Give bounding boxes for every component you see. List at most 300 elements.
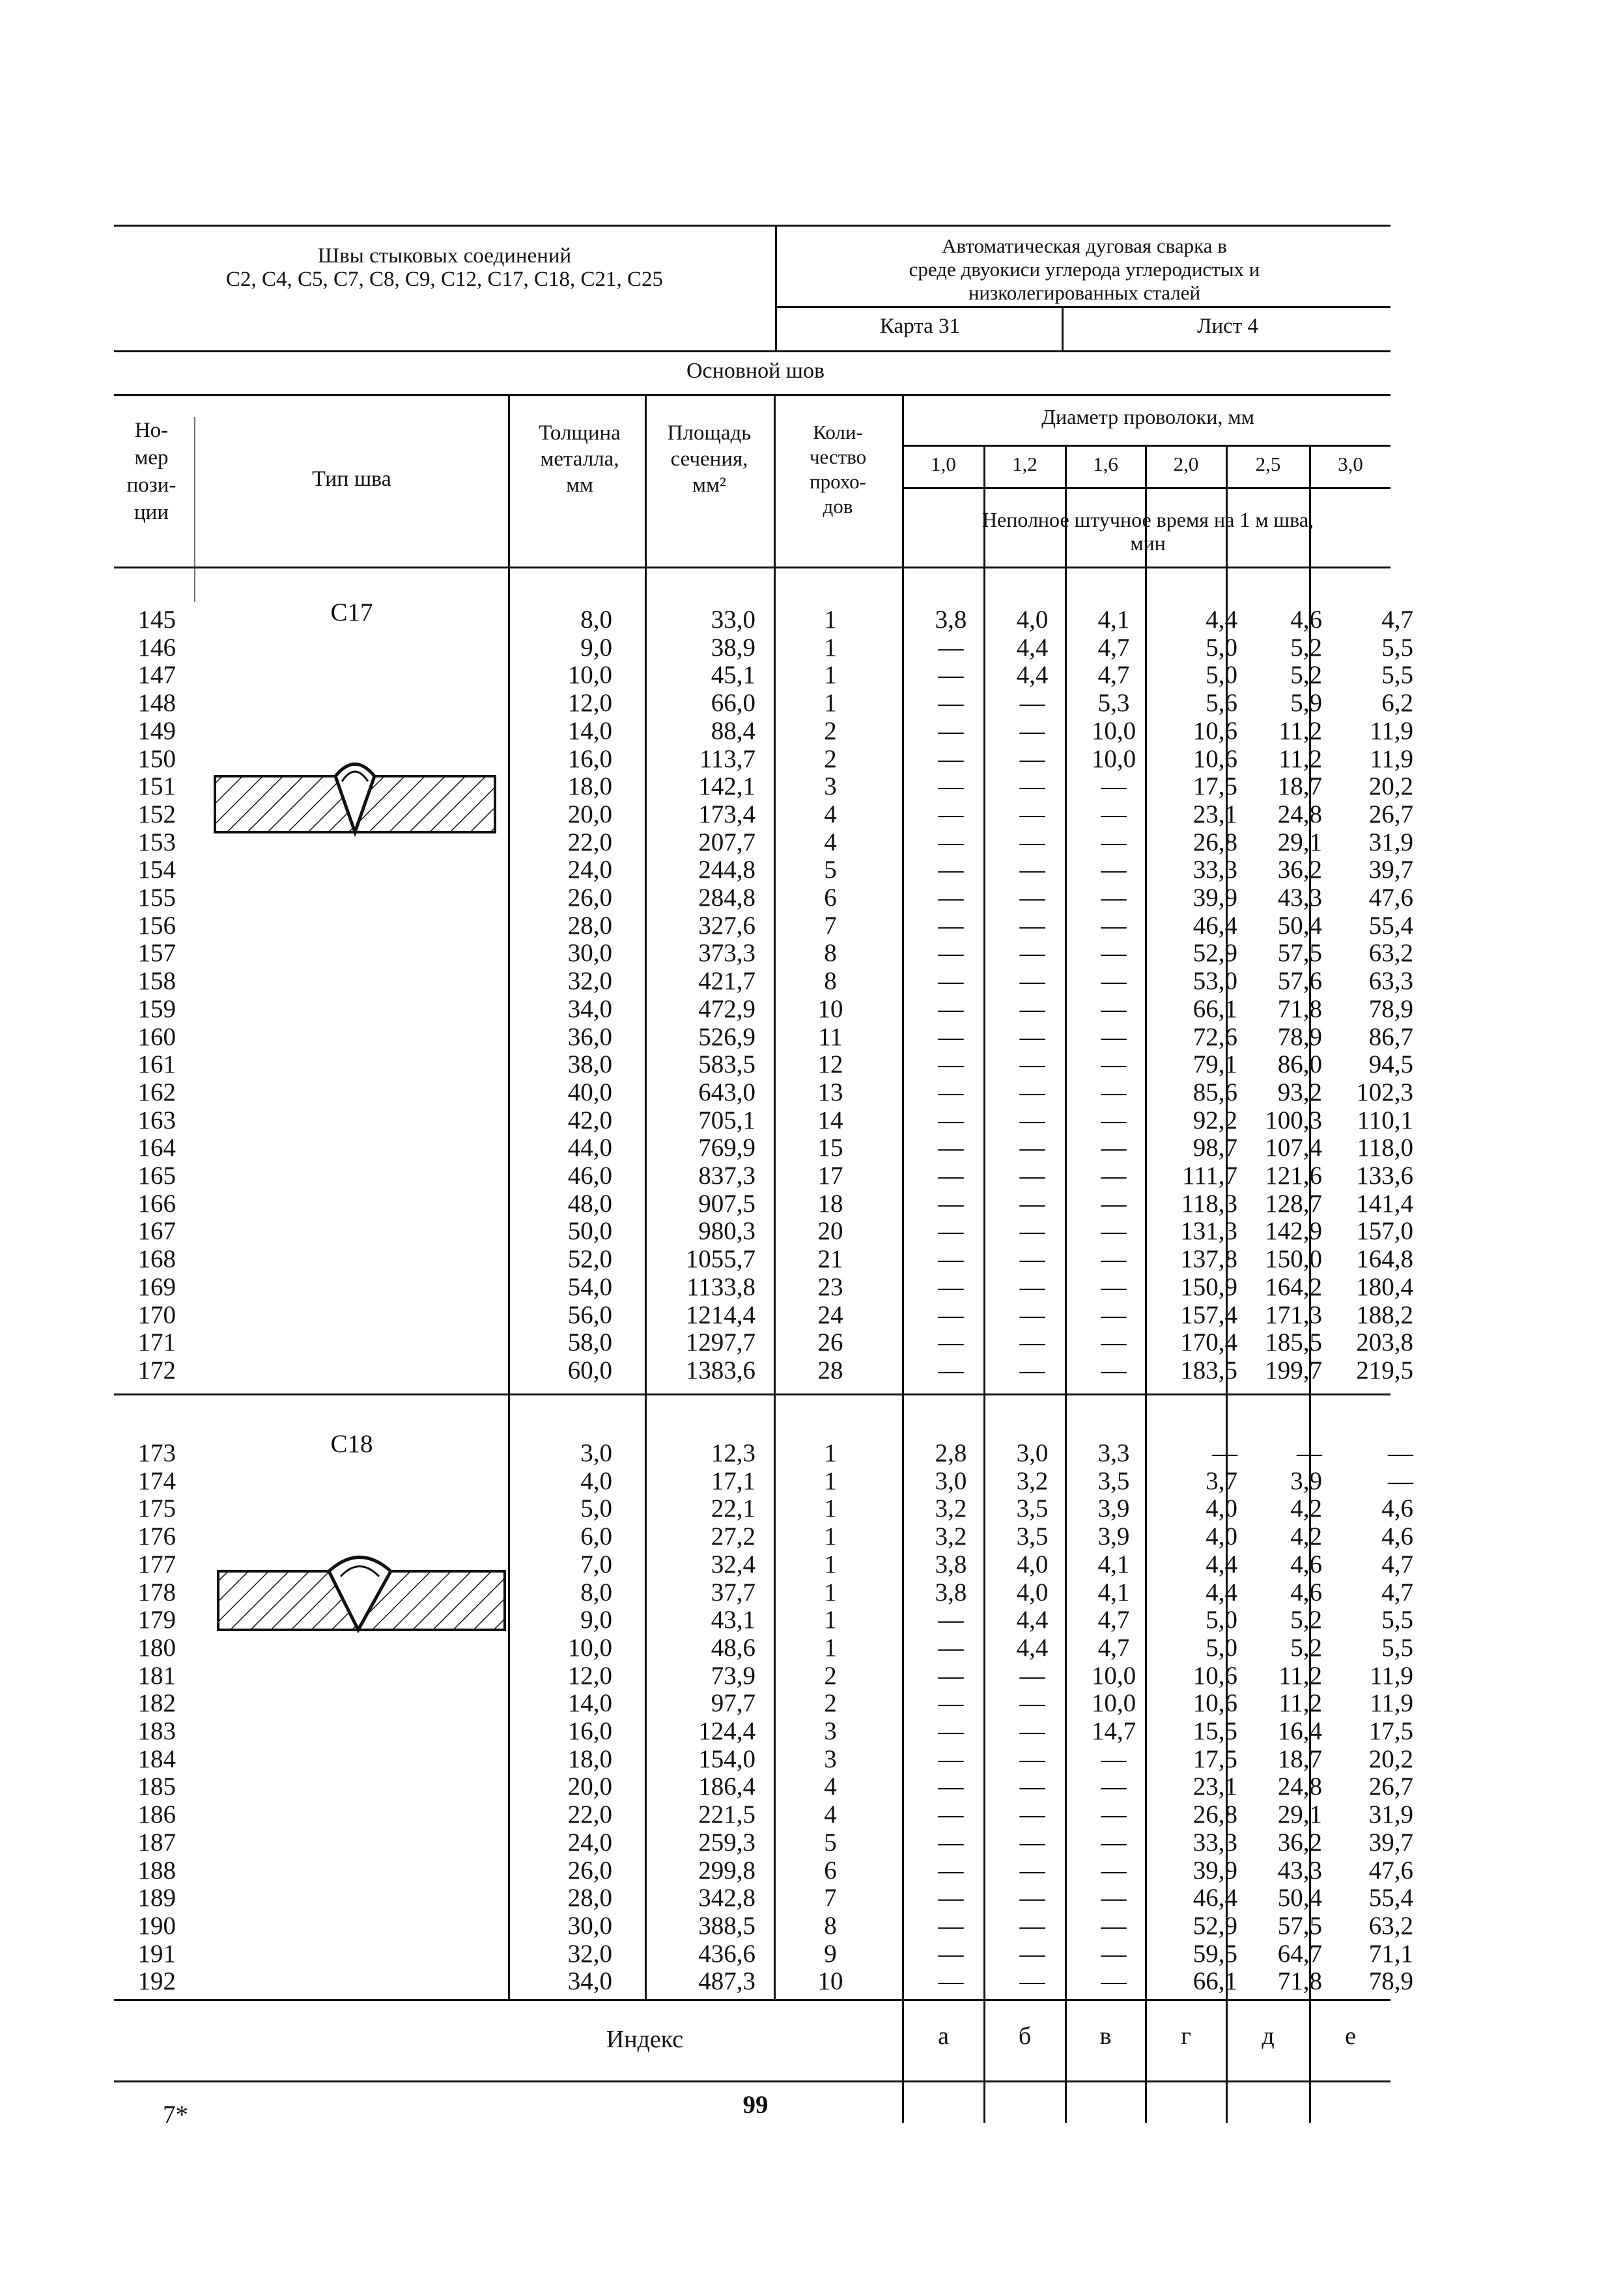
cell-time-d12: — — [1019, 1967, 1045, 1996]
cell-time-d12: 4,4 — [1016, 633, 1049, 662]
cell-time-d10: — — [938, 716, 964, 745]
cell-time-d30: 5,5 — [1381, 661, 1413, 690]
cell-time-d10: — — [938, 1689, 964, 1718]
cell-time-d20: — — [1212, 1439, 1237, 1467]
cell-passes: 1 — [824, 661, 837, 690]
cell-time-d16: — — [1101, 1050, 1127, 1079]
cell-time-d10: 3,8 — [935, 606, 967, 634]
cell-area: 48,6 — [711, 1633, 755, 1662]
cell-time-d30: 20,2 — [1368, 1744, 1413, 1773]
cell-position: 147 — [137, 661, 176, 690]
header-top-rule — [114, 225, 1390, 227]
cell-time-d12: — — [1019, 828, 1045, 856]
card-divider — [1062, 306, 1064, 352]
table-row — [0, 1467, 1623, 1495]
cell-time-d30: 47,6 — [1368, 1856, 1413, 1884]
cell-time-d30: 94,5 — [1368, 1050, 1413, 1079]
cell-time-d25: 43,3 — [1277, 884, 1322, 912]
cell-position: 167 — [137, 1217, 176, 1246]
cell-thickness: 7,0 — [580, 1550, 612, 1578]
table-row — [0, 1800, 1623, 1828]
cell-passes: 8 — [824, 967, 837, 996]
cell-time-d25: 11,2 — [1278, 716, 1322, 745]
cell-time-d30: 5,5 — [1381, 1606, 1413, 1634]
cell-time-d20: 183,5 — [1180, 1356, 1237, 1384]
header-left — [114, 244, 775, 291]
cell-area: 526,9 — [698, 1022, 755, 1051]
cell-time-d10: — — [938, 661, 964, 690]
cell-time-d12: — — [1019, 1328, 1045, 1357]
cell-time-d16: — — [1101, 1911, 1127, 1940]
cell-passes: 1 — [824, 1633, 837, 1662]
cell-time-d25: 36,2 — [1277, 1828, 1322, 1856]
cell-time-d16: 3,3 — [1097, 1439, 1130, 1467]
cell-time-d12: 4,4 — [1016, 1633, 1049, 1662]
cell-time-d12: — — [1019, 884, 1045, 912]
cell-time-d10: — — [938, 1356, 964, 1384]
cell-area: 705,1 — [698, 1106, 755, 1134]
table-row — [0, 828, 1623, 856]
cell-time-d25: 86,0 — [1277, 1050, 1322, 1079]
cell-area: 221,5 — [698, 1800, 755, 1829]
cell-time-d10: — — [938, 1217, 964, 1246]
cell-time-d30: 219,5 — [1356, 1356, 1413, 1384]
cell-passes: 2 — [824, 1661, 837, 1690]
cell-thickness: 5,0 — [580, 1494, 612, 1523]
cell-time-d12: — — [1019, 1245, 1045, 1274]
cell-time-d10: — — [938, 1189, 964, 1218]
cell-thickness: 32,0 — [567, 967, 612, 996]
cell-time-d20: 26,8 — [1193, 828, 1237, 856]
col-diameter-header: Диаметр проволоки, мм — [1041, 405, 1254, 428]
table-row — [0, 1273, 1623, 1301]
cell-area: 388,5 — [698, 1911, 755, 1940]
col-passes-header: Коли- чество прохо- дов — [809, 421, 867, 518]
cell-time-d20: 98,7 — [1193, 1134, 1237, 1162]
cell-thickness: 26,0 — [567, 884, 612, 912]
cell-area: 32,4 — [711, 1550, 755, 1578]
cell-thickness: 56,0 — [567, 1300, 612, 1329]
cell-time-d10: — — [938, 1828, 964, 1856]
table-row — [0, 1772, 1623, 1800]
cell-area: 643,0 — [698, 1078, 755, 1106]
cell-time-d25: 71,8 — [1277, 994, 1322, 1023]
cell-time-d16: — — [1101, 1828, 1127, 1856]
cell-position: 165 — [137, 1162, 176, 1190]
cell-passes: 13 — [817, 1078, 843, 1106]
cell-time-d16: — — [1101, 1856, 1127, 1884]
cell-passes: 3 — [824, 1717, 837, 1745]
cell-time-d25: 5,9 — [1290, 689, 1322, 718]
cell-position: 151 — [137, 772, 176, 801]
cell-position: 169 — [137, 1272, 176, 1301]
cell-time-d10: — — [938, 967, 964, 996]
cell-passes: 5 — [824, 1828, 837, 1856]
cell-time-d20: 46,4 — [1193, 1884, 1237, 1912]
table-row — [0, 1550, 1623, 1578]
cell-area: 207,7 — [698, 828, 755, 856]
cell-time-d12: — — [1019, 1772, 1045, 1801]
cell-time-d12: — — [1019, 1800, 1045, 1829]
cell-area: 327,6 — [698, 911, 755, 940]
cell-time-d20: 52,9 — [1193, 1911, 1237, 1940]
cell-time-d16: — — [1101, 1272, 1127, 1301]
index-v: в — [1099, 2023, 1112, 2050]
cell-time-d16: — — [1101, 772, 1127, 801]
cell-position: 191 — [137, 1939, 176, 1968]
cell-thickness: 10,0 — [567, 1633, 612, 1662]
cell-time-d25: 5,2 — [1290, 633, 1322, 662]
cell-time-d30: 4,7 — [1381, 1550, 1413, 1578]
cell-time-d20: 3,7 — [1206, 1466, 1237, 1495]
cell-time-d30: 63,3 — [1368, 967, 1413, 996]
cell-passes: 28 — [817, 1356, 843, 1384]
table-row — [0, 1940, 1623, 1968]
table-row — [0, 800, 1623, 828]
cell-position: 171 — [137, 1328, 176, 1357]
cell-time-d12: — — [1019, 939, 1045, 968]
cell-time-d10: — — [938, 884, 964, 912]
cell-time-d12: — — [1019, 772, 1045, 801]
cell-time-d20: 157,4 — [1180, 1300, 1237, 1329]
cell-time-d10: — — [938, 1772, 964, 1801]
table-row — [0, 661, 1623, 689]
diameter-values — [0, 453, 1623, 482]
cell-area: 154,0 — [698, 1744, 755, 1773]
cell-time-d10: — — [938, 1800, 964, 1829]
cell-thickness: 22,0 — [567, 828, 612, 856]
cell-time-d20: 137,8 — [1180, 1245, 1237, 1274]
cell-time-d10: — — [938, 1717, 964, 1745]
cell-time-d20: 33,3 — [1193, 1828, 1237, 1856]
cell-thickness: 14,0 — [567, 716, 612, 745]
header-right — [778, 234, 1390, 305]
cell-time-d25: 4,2 — [1290, 1494, 1322, 1523]
cell-position: 184 — [137, 1744, 176, 1773]
cell-time-d12: — — [1019, 1022, 1045, 1051]
cell-thickness: 12,0 — [567, 689, 612, 718]
cell-thickness: 20,0 — [567, 800, 612, 828]
cell-thickness: 50,0 — [567, 1217, 612, 1246]
cell-position: 177 — [137, 1550, 176, 1578]
cell-position: 179 — [137, 1606, 176, 1634]
cell-passes: 2 — [824, 716, 837, 745]
cell-time-d25: 43,3 — [1277, 1856, 1322, 1884]
cell-time-d20: 59,5 — [1193, 1939, 1237, 1968]
cell-passes: 1 — [824, 1494, 837, 1523]
cell-time-d16: — — [1101, 856, 1127, 884]
cell-passes: 18 — [817, 1189, 843, 1218]
process-line-1: Автоматическая дуговая сварка в — [942, 234, 1227, 257]
cell-passes: 20 — [817, 1217, 843, 1246]
cell-time-d12: — — [1019, 1717, 1045, 1745]
table-row — [0, 1828, 1623, 1856]
cell-position: 158 — [137, 967, 176, 996]
cell-time-d12: — — [1019, 716, 1045, 745]
cell-time-d20: 4,4 — [1206, 1550, 1237, 1578]
cell-position: 163 — [137, 1106, 176, 1134]
column-header-bottom-rule — [114, 567, 1390, 568]
cell-time-d25: 185,5 — [1265, 1328, 1322, 1357]
diameter-1-0: 1,0 — [931, 453, 956, 475]
cell-thickness: 9,0 — [580, 633, 612, 662]
cell-thickness: 32,0 — [567, 1939, 612, 1968]
cell-time-d12: — — [1019, 689, 1045, 718]
cell-time-d25: 11,2 — [1278, 1661, 1322, 1690]
index-top-rule — [114, 1999, 1390, 2001]
cell-passes: 9 — [824, 1939, 837, 1968]
cell-thickness: 4,0 — [580, 1466, 612, 1495]
cell-time-d30: 39,7 — [1368, 856, 1413, 884]
cell-time-d30: 63,2 — [1368, 939, 1413, 968]
table-row — [0, 1967, 1623, 1995]
cell-time-d20: 150,9 — [1180, 1272, 1237, 1301]
cell-area: 299,8 — [698, 1856, 755, 1884]
cell-time-d16: — — [1101, 828, 1127, 856]
cell-time-d16: — — [1101, 1022, 1127, 1051]
cell-passes: 26 — [817, 1328, 843, 1357]
cell-passes: 3 — [824, 772, 837, 801]
cell-time-d25: 11,2 — [1278, 1689, 1322, 1718]
cell-time-d20: 72,6 — [1193, 1022, 1237, 1051]
cell-time-d25: 36,2 — [1277, 856, 1322, 884]
cell-time-d30: 26,7 — [1368, 1772, 1413, 1801]
cell-passes: 17 — [817, 1162, 843, 1190]
cell-time-d12: — — [1019, 1189, 1045, 1218]
cell-passes: 4 — [824, 1772, 837, 1801]
group-separator — [114, 1393, 1390, 1395]
cell-time-d25: 171,3 — [1265, 1300, 1322, 1329]
cell-time-d25: 93,2 — [1277, 1078, 1322, 1106]
index-e: е — [1345, 2023, 1356, 2050]
cell-time-d12: — — [1019, 967, 1045, 996]
cell-time-d12: — — [1019, 1162, 1045, 1190]
cell-time-d25: 57,5 — [1277, 939, 1322, 968]
cell-time-d30: 78,9 — [1368, 994, 1413, 1023]
table-row — [0, 1856, 1623, 1884]
cell-position: 155 — [137, 884, 176, 912]
cell-thickness: 48,0 — [567, 1189, 612, 1218]
cell-position: 156 — [137, 911, 176, 940]
cell-time-d10: — — [938, 1272, 964, 1301]
cell-time-d20: 111,7 — [1182, 1162, 1237, 1190]
cell-time-d12: 4,0 — [1016, 1550, 1049, 1578]
cell-position: 172 — [137, 1356, 176, 1384]
cell-time-d16: — — [1101, 911, 1127, 940]
cell-position: 178 — [137, 1578, 176, 1606]
cell-area: 38,9 — [711, 633, 755, 662]
cell-time-d16: — — [1101, 1217, 1127, 1246]
cell-time-d30: 71,1 — [1368, 1939, 1413, 1968]
cell-time-d30: 4,6 — [1381, 1494, 1413, 1523]
cell-area: 1214,4 — [685, 1300, 755, 1329]
cell-area: 837,3 — [698, 1162, 755, 1190]
cell-time-d10: — — [938, 911, 964, 940]
cell-passes: 1 — [824, 1466, 837, 1495]
cell-time-d30: 47,6 — [1368, 884, 1413, 912]
cell-position: 150 — [137, 744, 176, 773]
cell-time-d30: 180,4 — [1356, 1272, 1413, 1301]
cell-passes: 12 — [817, 1050, 843, 1079]
cell-thickness: 24,0 — [567, 1828, 612, 1856]
cell-passes: 21 — [817, 1245, 843, 1274]
cell-passes: 1 — [824, 1522, 837, 1551]
cell-time-d30: 31,9 — [1368, 828, 1413, 856]
cell-time-d16: — — [1101, 1106, 1127, 1134]
diameter-1-2: 1,2 — [1012, 453, 1037, 475]
cell-thickness: 10,0 — [567, 661, 612, 690]
cell-time-d25: 11,2 — [1278, 744, 1322, 773]
cell-thickness: 44,0 — [567, 1134, 612, 1162]
cell-time-d25: 4,6 — [1290, 1550, 1322, 1578]
cell-thickness: 34,0 — [567, 1967, 612, 1996]
cell-time-d12: — — [1019, 856, 1045, 884]
cell-position: 164 — [137, 1134, 176, 1162]
cell-time-d16: — — [1101, 1939, 1127, 1968]
cell-thickness: 28,0 — [567, 911, 612, 940]
cell-time-d20: 10,6 — [1193, 716, 1237, 745]
cell-time-d25: 50,4 — [1277, 1884, 1322, 1912]
cell-thickness: 6,0 — [580, 1522, 612, 1551]
cell-time-d12: 3,0 — [1016, 1439, 1049, 1467]
cell-area: 1383,6 — [685, 1356, 755, 1384]
table-row — [0, 1662, 1623, 1690]
diameter-1-6: 1,6 — [1093, 453, 1118, 475]
cell-time-d12: 3,2 — [1016, 1466, 1049, 1495]
cell-passes: 11 — [818, 1022, 843, 1051]
cell-time-d16: — — [1101, 994, 1127, 1023]
signature-mark: 7* — [163, 2101, 188, 2129]
cell-position: 182 — [137, 1689, 176, 1718]
cell-area: 907,5 — [698, 1189, 755, 1218]
cell-time-d10: — — [938, 1911, 964, 1940]
cell-time-d16: — — [1101, 1884, 1127, 1912]
cell-time-d16: — — [1101, 1744, 1127, 1773]
cell-area: 97,7 — [711, 1689, 755, 1718]
table-row — [0, 1134, 1623, 1162]
cell-time-d20: 5,6 — [1206, 689, 1237, 718]
cell-time-d10: — — [938, 1939, 964, 1968]
cell-time-d10: — — [938, 1328, 964, 1357]
cell-passes: 24 — [817, 1300, 843, 1329]
cell-time-d25: 24,8 — [1277, 1772, 1322, 1801]
cell-time-d10: — — [938, 689, 964, 718]
cell-position: 145 — [137, 606, 176, 634]
index-g: г — [1181, 2023, 1191, 2050]
cell-time-d30: 188,2 — [1356, 1300, 1413, 1329]
cell-time-d25: 199,7 — [1265, 1356, 1322, 1384]
table-row — [0, 606, 1623, 634]
cell-time-d25: 150,0 — [1265, 1245, 1322, 1274]
cell-time-d10: — — [938, 1106, 964, 1134]
cell-time-d12: — — [1019, 1272, 1045, 1301]
cell-time-d10: — — [938, 1633, 964, 1662]
cell-thickness: 38,0 — [567, 1050, 612, 1079]
cell-time-d25: 3,9 — [1290, 1466, 1322, 1495]
cell-area: 17,1 — [711, 1466, 755, 1495]
cell-time-d30: 55,4 — [1368, 911, 1413, 940]
cell-passes: 4 — [824, 800, 837, 828]
cell-time-d12: — — [1019, 994, 1045, 1023]
cell-time-d30: 11,9 — [1370, 716, 1413, 745]
cell-time-d20: 52,9 — [1193, 939, 1237, 968]
cell-time-d16: — — [1101, 1772, 1127, 1801]
cell-time-d16: — — [1101, 1245, 1127, 1274]
cell-time-d25: 57,5 — [1277, 1911, 1322, 1940]
cell-time-d20: 131,3 — [1180, 1217, 1237, 1246]
cell-area: 88,4 — [711, 716, 755, 745]
table-row — [0, 1356, 1623, 1384]
cell-time-d25: 100,3 — [1265, 1106, 1322, 1134]
table-row — [0, 1217, 1623, 1245]
cell-passes: 1 — [824, 633, 837, 662]
cell-time-d20: 26,8 — [1193, 1800, 1237, 1829]
cell-time-d25: 57,6 — [1277, 967, 1322, 996]
cell-area: 1055,7 — [685, 1245, 755, 1274]
cell-time-d20: 4,0 — [1206, 1494, 1237, 1523]
cell-time-d20: 5,0 — [1206, 1606, 1237, 1634]
cell-thickness: 54,0 — [567, 1272, 612, 1301]
col-area-header: Площадь сечения, мм² — [667, 421, 752, 497]
cell-area: 373,3 — [698, 939, 755, 968]
cell-time-d12: — — [1019, 1856, 1045, 1884]
cell-time-d20: 4,4 — [1206, 1578, 1237, 1606]
cell-area: 142,1 — [698, 772, 755, 801]
cell-time-d30: 78,9 — [1368, 1967, 1413, 1996]
cell-time-d16: 14,7 — [1091, 1717, 1136, 1745]
cell-passes: 23 — [817, 1272, 843, 1301]
cell-area: 33,0 — [711, 606, 755, 634]
cell-time-d12: — — [1019, 1217, 1045, 1246]
index-values — [0, 2022, 1623, 2054]
cell-passes: 7 — [824, 1884, 837, 1912]
cell-time-d30: 5,5 — [1381, 1633, 1413, 1662]
cell-thickness: 18,0 — [567, 772, 612, 801]
cell-time-d12: 4,0 — [1016, 606, 1049, 634]
cell-position: 146 — [137, 633, 176, 662]
cell-time-d25: 164,2 — [1265, 1272, 1322, 1301]
cell-time-d25: 5,2 — [1290, 1633, 1322, 1662]
cell-time-d10: — — [938, 1300, 964, 1329]
seam-codes: С2, С4, С5, С7, С8, С9, С12, С17, С18, С21, С25 — [225, 268, 664, 291]
cell-time-d12: — — [1019, 1134, 1045, 1162]
cell-passes: 8 — [824, 1911, 837, 1940]
cell-time-d20: 33,3 — [1193, 856, 1237, 884]
cell-time-d10: — — [938, 1078, 964, 1106]
cell-time-d12: — — [1019, 800, 1045, 828]
cell-thickness: 3,0 — [580, 1439, 612, 1467]
diameter-3-0: 3,0 — [1338, 453, 1363, 475]
cell-time-d12: — — [1019, 1050, 1045, 1079]
cell-time-d25: 64,7 — [1277, 1939, 1322, 1968]
cell-time-d16: 4,7 — [1097, 1606, 1130, 1634]
table-row — [0, 939, 1623, 967]
cell-thickness: 8,0 — [580, 606, 612, 634]
cell-passes: 2 — [824, 744, 837, 773]
cell-time-d30: — — [1388, 1439, 1413, 1467]
table-row — [0, 1578, 1623, 1606]
table-row — [0, 884, 1623, 912]
cell-time-d30: 11,9 — [1370, 744, 1413, 773]
index-a: а — [938, 2023, 949, 2050]
cell-position: 153 — [137, 828, 176, 856]
cell-time-d10: — — [938, 939, 964, 968]
table-row — [0, 1634, 1623, 1662]
cell-area: 66,0 — [711, 689, 755, 718]
cell-time-d20: 85,6 — [1193, 1078, 1237, 1106]
cell-time-d25: 5,2 — [1290, 661, 1322, 690]
cell-time-d30: — — [1388, 1466, 1413, 1495]
